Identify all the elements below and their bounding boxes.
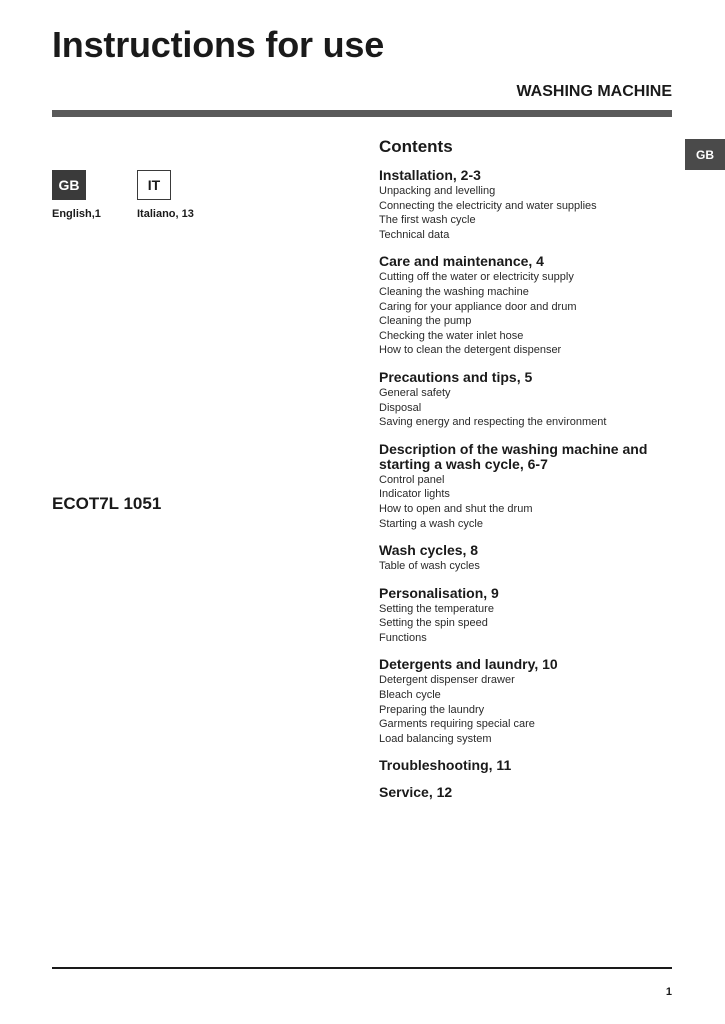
toc-section: [379, 657, 679, 746]
toc-item[interactable]: Starting a wash cycle: [379, 517, 483, 530]
footer-divider: [52, 967, 672, 969]
toc-item[interactable]: Detergent dispenser drawer: [379, 674, 515, 687]
toc-section-title[interactable]: Personalisation, 9: [379, 584, 499, 601]
toc-item[interactable]: Technical data: [379, 228, 450, 241]
toc-item[interactable]: Setting the spin speed: [379, 617, 488, 630]
language-italian[interactable]: [137, 170, 194, 220]
toc-item[interactable]: Cleaning the pump: [379, 315, 472, 328]
toc-item[interactable]: How to clean the detergent dispenser: [379, 344, 562, 357]
toc-section: [379, 370, 679, 430]
language-code-badge: IT: [137, 170, 171, 200]
language-code-badge: GB: [52, 170, 86, 200]
toc-section-title[interactable]: Care and maintenance, 4: [379, 253, 544, 270]
toc-section: [379, 168, 679, 242]
toc-section: [379, 586, 679, 646]
toc-section-title[interactable]: Service, 12: [379, 784, 453, 801]
toc-section-title[interactable]: Precautions and tips, 5: [379, 368, 533, 385]
toc-item[interactable]: The first wash cycle: [379, 214, 476, 227]
toc-item[interactable]: Bleach cycle: [379, 689, 441, 702]
toc-item[interactable]: Disposal: [379, 401, 422, 414]
toc-section: [379, 543, 679, 574]
toc-section-title[interactable]: Detergents and laundry, 10: [379, 656, 558, 673]
toc-item[interactable]: Cleaning the washing machine: [379, 285, 529, 298]
toc-item[interactable]: Functions: [379, 631, 427, 644]
language-label: English,1: [52, 208, 101, 220]
page-number: 1: [665, 986, 672, 998]
toc-section: [379, 785, 679, 800]
toc-item[interactable]: Cutting off the water or electricity supply: [379, 271, 574, 284]
toc-section-title[interactable]: Wash cycles, 8: [379, 542, 479, 559]
toc-section: [379, 758, 679, 773]
toc-item[interactable]: Indicator lights: [379, 488, 450, 501]
toc-item[interactable]: Table of wash cycles: [379, 560, 480, 573]
toc-section-title[interactable]: Description of the washing machine and starting a wash cycle, 6-7: [379, 440, 648, 472]
toc-section: [379, 254, 679, 358]
toc-item[interactable]: Unpacking and levelling: [379, 185, 496, 197]
toc-section-title[interactable]: Troubleshooting, 11: [379, 757, 512, 774]
toc-sections: [379, 168, 679, 800]
toc-item[interactable]: Load balancing system: [379, 732, 492, 745]
product-type: WASHING MACHINE: [516, 83, 672, 100]
header-divider: [52, 110, 672, 117]
toc-item[interactable]: Connecting the electricity and water supplies: [379, 199, 597, 212]
toc-item[interactable]: General safety: [379, 386, 451, 399]
toc-item[interactable]: Caring for your appliance door and drum: [379, 300, 577, 313]
toc-item[interactable]: Control panel: [379, 473, 445, 486]
toc-item[interactable]: Preparing the laundry: [379, 703, 485, 716]
language-english[interactable]: [52, 170, 101, 220]
toc-section: [379, 442, 679, 531]
toc-item[interactable]: Setting the temperature: [379, 602, 494, 615]
toc-item[interactable]: How to open and shut the drum: [379, 502, 533, 515]
toc-item[interactable]: Garments requiring special care: [379, 718, 535, 731]
contents-heading: Contents: [379, 137, 453, 156]
toc-item[interactable]: Saving energy and respecting the environment: [379, 416, 607, 429]
language-label: Italiano, 13: [137, 208, 194, 220]
toc-item[interactable]: Checking the water inlet hose: [379, 329, 524, 342]
page-title: Instructions for use: [52, 24, 385, 65]
toc-section-title[interactable]: Installation, 2-3: [379, 167, 481, 183]
side-language-tab[interactable]: GB: [685, 139, 725, 170]
table-of-contents: [379, 137, 679, 812]
model-number: ECOT7L 1051: [52, 494, 162, 513]
